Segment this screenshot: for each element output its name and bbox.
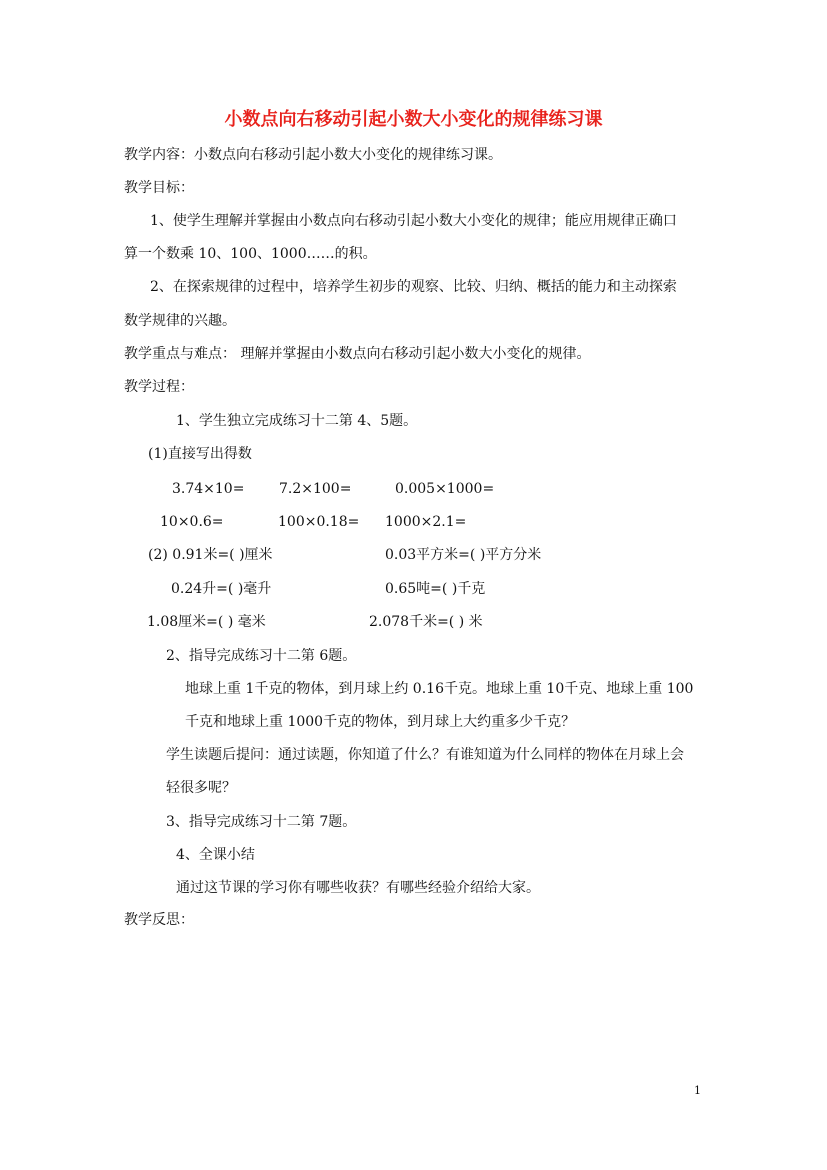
- step-4: 4、全课小结: [176, 847, 255, 863]
- problem-line-1: 地球上重 1千克的物体，到月球上约 0.16千克。地球上重 10千克、地球上重 100: [185, 681, 694, 697]
- calc-item: 7.2×100=: [279, 481, 352, 497]
- conversion-item: 0.03平方米=( )平方分米: [385, 547, 542, 563]
- conversion-item: (2) 0.91米=( )厘米: [148, 547, 273, 563]
- goal-2-line-2: 数学规律的兴趣。: [124, 313, 236, 329]
- calc-item: 0.005×1000=: [395, 481, 495, 497]
- question-line-1: 学生读题后提问：通过读题，你知道了什么？有谁知道为什么同样的物体在月球上会: [166, 747, 684, 763]
- document-title: 小数点向右移动引起小数大小变化的规律练习课: [224, 109, 603, 130]
- conversion-item: 0.24升=( )毫升: [171, 581, 272, 597]
- calc-item: 3.74×10=: [172, 481, 245, 497]
- step-3: 3、指导完成练习十二第 7题。: [166, 814, 357, 830]
- calc-item: 100×0.18=: [278, 514, 360, 530]
- goal-2-line-1: 2、在探索规律的过程中，培养学生初步的观察、比较、归纳、概括的能力和主动探索: [150, 279, 677, 295]
- reflection-heading: 教学反思：: [124, 912, 194, 928]
- key-points: 教学重点与难点： 理解并掌握由小数点向右移动引起小数大小变化的规律。: [124, 346, 591, 362]
- goals-heading: 教学目标：: [124, 180, 194, 196]
- conversion-item: 2.078千米=( ) 米: [369, 614, 483, 630]
- page-number: 1: [694, 1084, 701, 1097]
- goal-1-line-1: 1、使学生理解并掌握由小数点向右移动引起小数大小变化的规律；能应用规律正确口: [150, 213, 677, 229]
- summary: 通过这节课的学习你有哪些收获？有哪些经验介绍给大家。: [176, 880, 540, 896]
- question-line-2: 轻很多呢？: [166, 780, 236, 796]
- conversion-item: 1.08厘米=( ) 毫米: [147, 614, 266, 630]
- calc-item: 10×0.6=: [160, 514, 224, 530]
- goal-1-line-2: 算一个数乘 10、100、1000……的积。: [124, 246, 377, 262]
- process-heading: 教学过程：: [124, 379, 194, 395]
- calc-item: 1000×2.1=: [385, 514, 467, 530]
- step-2: 2、指导完成练习十二第 6题。: [166, 648, 357, 664]
- step-1: 1、学生独立完成练习十二第 4、5题。: [176, 413, 418, 429]
- conversion-item: 0.65吨=( )千克: [385, 581, 486, 597]
- teaching-content: 教学内容：小数点向右移动引起小数大小变化的规律练习课。: [124, 147, 502, 163]
- problem-line-2: 千克和地球上重 1000千克的物体，到月球上大约重多少千克？: [185, 714, 576, 730]
- part-1-label: (1)直接写出得数: [148, 446, 252, 462]
